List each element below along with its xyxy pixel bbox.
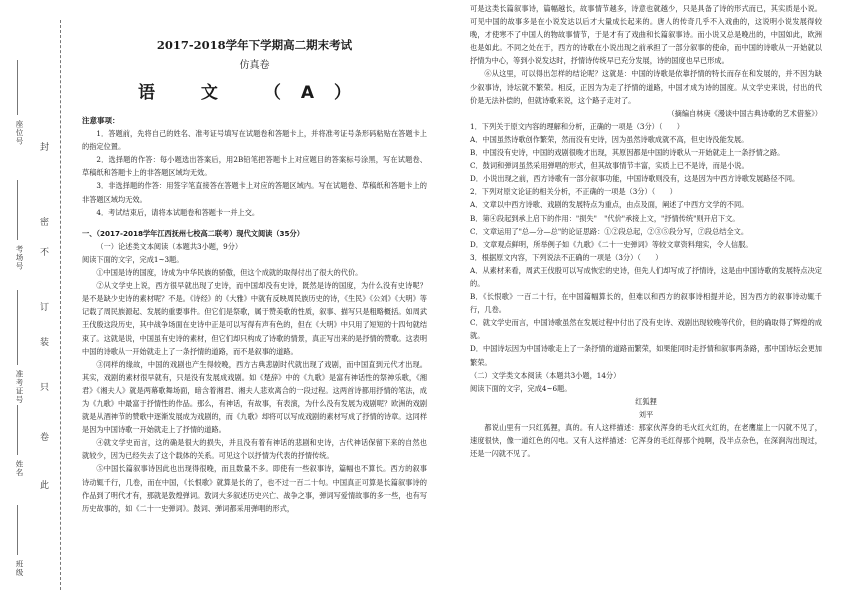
sub-heading: （二）文学类文本阅读（本题共3小题，14分）: [470, 370, 621, 380]
question-option: D．小说出现之前，西方诗歌有一部分叙事功能，中国诗歌则没有，这是因为中西方诗歌发展路径不同。: [470, 174, 800, 184]
notice-heading: 注意事项：: [82, 116, 120, 125]
passage-paragraph: ③同样的缘故，中国的戏剧也产生得较晚，西方古典悲剧时代就出现了戏剧，而中国直到元代才出现。其实，戏剧的素材很早就有，只是没有发展成戏剧。如《楚辞》中的《九歌》是富有神话性的祭神乐歌，《湘君》《湘夫人》就是两幕歌舞场面，暗含着湘君、湘夫人悲欢离合的一段过程。这两首诗都用抒情的笔法，成为《九歌》中最富于抒情性的作品。那么，有神话，有故事，有表演，为什么没有发展为戏剧呢？欧洲的戏剧就是从酒神节的赞歌中逐渐发展成为戏剧的，而《九歌》却将可以写成戏剧的素材写成了抒情的诗章。这同样是因为中国诗歌一开始就走上了抒情的道路。: [82, 359, 428, 435]
seal-char: 密: [40, 218, 50, 228]
seal-dashed-line: [60, 20, 61, 590]
name-line: [17, 405, 18, 455]
seal-char: 封: [40, 143, 50, 153]
seal-char: 订: [40, 303, 50, 313]
subject-title: 语 文 （A）: [138, 83, 371, 103]
left-column: [82, 0, 427, 608]
seal-char: 不: [40, 248, 50, 258]
seat-number-label: 座位号: [15, 120, 24, 146]
notice-item: 1．答题前，先将自己的姓名、准考证号填写在试题卷和答题卡上，并将准考证号条形码粘贴在答题卡上的指定位置。: [82, 129, 427, 152]
question-option: A．文章以中西方诗歌、戏剧的发展特点为重点，由点及面，阐述了中西方文学的不同。: [470, 200, 749, 210]
question-option: C．鼓词和弹词虽然采用弹唱的形式，但其故事情节丰富，实质上已不是诗，而是小说。: [470, 161, 749, 171]
story-author: 刘平: [638, 409, 654, 419]
exam-title: 2017-2018学年下学期高二期末考试: [156, 38, 353, 52]
instruction: 阅读下面的文字，完成4~6题。: [470, 383, 572, 393]
right-column: [470, 2, 822, 610]
admission-number-label: 准考证号: [15, 370, 24, 404]
passage-paragraph: ⑤中国长篇叙事诗因此也出现得很晚，而且数量不多。即使有一些叙事诗，篇幅也不算长。西方的叙事诗动辄千行，几卷，而在中国，《长恨歌》就算是长的了，也不过一百二十句。中国真正可算是长篇叙事诗的作品到了明代才有，那就是敦煌弹词。敦词大多叙述历史兴亡、战争之事，弹词写爱情故事的多一些，也有写历史故事的，如《二十一史弹词》。鼓词、弹词都采用弹唱的形式，: [82, 464, 428, 513]
notice-item: 4．考试结束后，请将本试题卷和答题卡一并上交。: [96, 207, 260, 217]
instruction: 阅读下面的文字，完成1~3题。: [82, 254, 184, 264]
seal-char: 装: [40, 338, 50, 348]
story-title: 红狐狸: [635, 396, 657, 406]
class-label: 班级: [15, 560, 24, 577]
exam-subtitle: 仿真卷: [239, 60, 270, 71]
question-option: C．文章运用了"总—分—总"的论证思路：①②段总起，②③⑤段分写，⑦段总结全文。: [470, 226, 749, 236]
question-option: A．中国虽然诗歌创作繁荣，然而没有史诗，因为虽然诗歌成就不高，但史诗没能发展。: [470, 134, 749, 144]
seal-char: 只: [40, 383, 50, 393]
passage-paragraph: ①中国是诗的国度，诗成为中华民族的骄傲，但这个成就的取得付出了很大的代价。: [96, 268, 363, 278]
seat-number-line: [17, 60, 18, 115]
question-option: A．从素材来看，周武王伐殷可以写成恢宏的史诗，但先人们却写成了抒情诗，这是由中国诗歌的发展特点决定的。: [470, 265, 822, 288]
question-option: C．就文学史而言，中国诗歌虽然在发展过程中付出了没有史诗、戏剧出现较晚等代价，但的确取得了辉煌的成就。: [470, 318, 822, 341]
sub-heading: （一）论述类文本阅读（本题共3小题，9分）: [96, 241, 243, 251]
admission-number-line: [17, 290, 18, 365]
question-stem: 3．根据原文内容，下列说法不正确的一项是（3分）（ ）: [470, 252, 663, 262]
binding-margin: [0, 0, 68, 608]
question-stem: 2．下列对原文论证的相关分析，不正确的一项是（3分）（ ）: [470, 187, 677, 197]
seal-char: 卷: [40, 433, 50, 443]
notice-item: 2．选择题的作答：每小题选出答案后，用2B铅笔把答题卡上对应题目的答案标号涂黑，写在试题卷、草稿纸和答题卡上的非答题区域均无效。: [82, 155, 427, 178]
passage-paragraph: 可是这类长篇叙事诗，篇幅越长，故事情节越多，诗意也就越少，只是具备了诗的形式而已，其实质是小说。可见中国的故事多是在小说发达以后才大量成长起来的。唐人的传奇几乎不入戏曲的，这说明小说发展得较晚，才使寒不了中国人的物故事情节，于是才有了戏曲和长篇叙事诗。而小说又总是晚出的，中国如此，欧洲也是如此。不同之处在于，西方的诗歌在小说出现之前承担了一部分叙事的使命，而中国的诗歌从一开始就以抒情为中心，等到小说发达时，抒情诗传统早已充分发展，诗的国度也早已形成。: [470, 4, 822, 66]
question-option: B．《长恨歌》一百二十行，在中国篇幅算长的，但难以和西方的叙事诗相提并论，因为西方的叙事诗动辄千行，几卷。: [470, 292, 822, 315]
passage-paragraph: ④就文学史而言，这的确是很大的损失，并且没有着有神话的悲剧和史诗，古代神话保留下来的自然也就较少，因为已经失去了这个载体的关系。可见这个以抒情为代表的抒情传统。: [82, 438, 427, 461]
notice-item: 3．非选择题的作答：用签字笔直接答在答题卡上对应的答题区域内。写在试题卷、草稿纸和答题卡上的非答题区域均无效。: [82, 181, 427, 204]
name-label: 姓名: [15, 460, 24, 477]
passage-paragraph: ②从文学史上说，西方很早就出现了史诗，而中国却没有史诗，既然是诗的国度，为什么没有史诗呢？是不是缺少史诗的素材呢？不是。《诗经》的《大雅》中就有反映周民族历史的诗，《生民》《公刘》《大明》等记载了周民族源起、发展的重要事件。但它们是祭歌，属于赞美歌的性质，叙事、描写只是粗略概括。如周武王伐殷这段历史，其中战争场面在史诗中正是可以写得有声有色的，但在《大明》中只用了短短的十四句就结束了。这就是说，中国虽有史诗的素材，但它们却只构成了诗歌的情景，真正写出来的是抒情的赞歌。这表明中国的诗歌从一开始就走上了一条抒情的道路，而不是叙事的道路。: [82, 281, 428, 356]
exam-room-label: 考场号: [15, 245, 24, 271]
exam-room-line: [17, 180, 18, 240]
question-option: D．中国诗坛因为中国诗歌走上了一条抒情的道路而繁荣，如果能同时走抒情和叙事两条路，那中国诗坛会更加繁荣。: [470, 344, 822, 367]
class-line: [17, 505, 18, 555]
question-option: B．中国没有史诗，中国的戏剧很晚才出现，其原因都是中国的诗歌从一开始就走上一条抒情之路。: [470, 148, 785, 158]
seal-char: 此: [40, 481, 50, 491]
attribution: （摘编自林庚《漫谈中国古典诗歌的艺术借鉴》）: [667, 108, 822, 118]
passage-paragraph: ⑥从这里，可以得出怎样的结论呢？这就是：中国的诗歌是依靠抒情的特长而存在和发展的，并不因为缺少叙事诗，诗坛就不繁荣。相反，正因为为走了抒情的道路，中国才成为诗的国度。从文学史来说，付出的代价是无法补偿的，但就诗歌来说，这个路子走对了。: [470, 69, 822, 105]
question-stem: 1．下列关于原文内容的理解和分析，正确的一项是（3分）（ ）: [470, 121, 684, 131]
question-option: B．第④段起到承上启下的作用："损失" "代价"承接上文，"抒情传统"则开启下文。: [470, 213, 740, 223]
question-option: D．文章观点鲜明，所举例子如《九歌》《二十一史弹词》等较文章资料翔实，令人信服。: [470, 239, 753, 249]
story-paragraph: 都说山里有一只红狐狸，真的。有人这样描述：那家伙浑身的毛火红火红的，在老鹰崖上一闪就不见了，速度很快，像一道红色的闪电。又有人这样描述：它浑身的毛红得那个纯啊，没半点杂色，在深涧沟出现过，还是一闪就不见了。: [470, 423, 822, 459]
section-heading: 一、（2017-2018学年江西抚州七校高二联考）现代文阅读（35分）: [82, 228, 304, 238]
